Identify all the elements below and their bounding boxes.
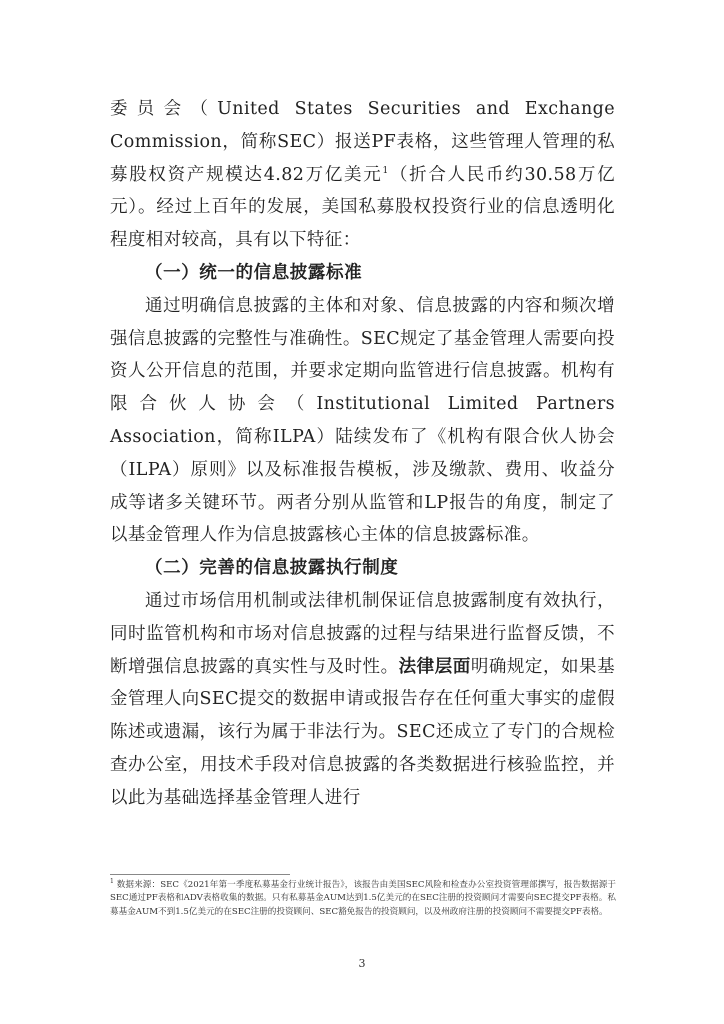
paragraph-3-text-after: 明确规定，如果基金管理人向SEC提交的数据申请或报告存在任何重大事实的虚假陈述或遗漏，该行为属于非法行为。SEC还成立了专门的合规检查办公室，用技术手段对信息披露的各类数据进行核验监控，并以此为基础选择基金管理人进行: [110, 656, 615, 808]
paragraph-3: [110, 585, 615, 815]
footnote-text: 数据来源：SEC《2021年第一季度私募基金行业统计报告》，该报告由美国SEC风险和检查办公室投资管理部撰写，报告数据源于SEC通过PF表格和ADV表格收集的数据。只有私募基金AUM达到1.5亿美元的在SEC注册的投资顾问才需要向SEC提交PF表格。私募基金AUM不到1.5亿美元的在SEC注册的投资顾问、SEC豁免报告的投资顾问，以及州政府注册的投资顾问不需要提交PF表格。: [110, 880, 617, 917]
footnote-marker: 1: [382, 165, 389, 176]
paragraph-3-bold-phrase: 法律层面: [398, 656, 471, 677]
body-text: [110, 93, 615, 815]
footnote-number: 1: [110, 878, 114, 886]
page-number: 3: [358, 957, 366, 970]
section-heading-2: （二）完善的信息披露执行制度: [145, 558, 399, 579]
footnote: [110, 879, 616, 919]
footnote-divider: [110, 874, 290, 875]
paragraph-2: 通过明确信息披露的主体和对象、信息披露的内容和频次增强信息披露的完整性与准确性。SEC规定了基金管理人需要向投资人公开信息的范围，并要求定期向监管进行信息披露。机构有限合伙人协会（Institutional Limited Partners Association，简称ILPA）陆续发布了《机构有限合伙人协会（ILPA）原则》以及标准报告模板，涉及缴款、费用、收益分成等诸多关键环节。两者分别从监管和LP报告的角度，制定了以基金管理人作为信息披露核心主体的信息披露标准。: [110, 295, 615, 546]
paragraph-3-text: 通过市场信用机制或法律机制保证信息披露制度有效执行，同时监管机构和市场对信息披露的过程与结果进行监督反馈，不断增强信息披露的真实性与及时性。: [110, 590, 615, 677]
paragraph-1-text: 委员会（United States Securities and Exchange Commission，简称SEC）报送PF表格，这些管理人管理的私募股权资产规模达4.82万亿美元: [110, 99, 615, 185]
paragraph-1: [110, 93, 615, 257]
section-heading-1: （一）统一的信息披露标准: [145, 262, 363, 283]
paragraph-1-text-after: （折合人民币约30.58万亿元）。经过上百年的发展，美国私募股权投资行业的信息透明化程度相对较高，具有以下特征：: [110, 164, 615, 251]
